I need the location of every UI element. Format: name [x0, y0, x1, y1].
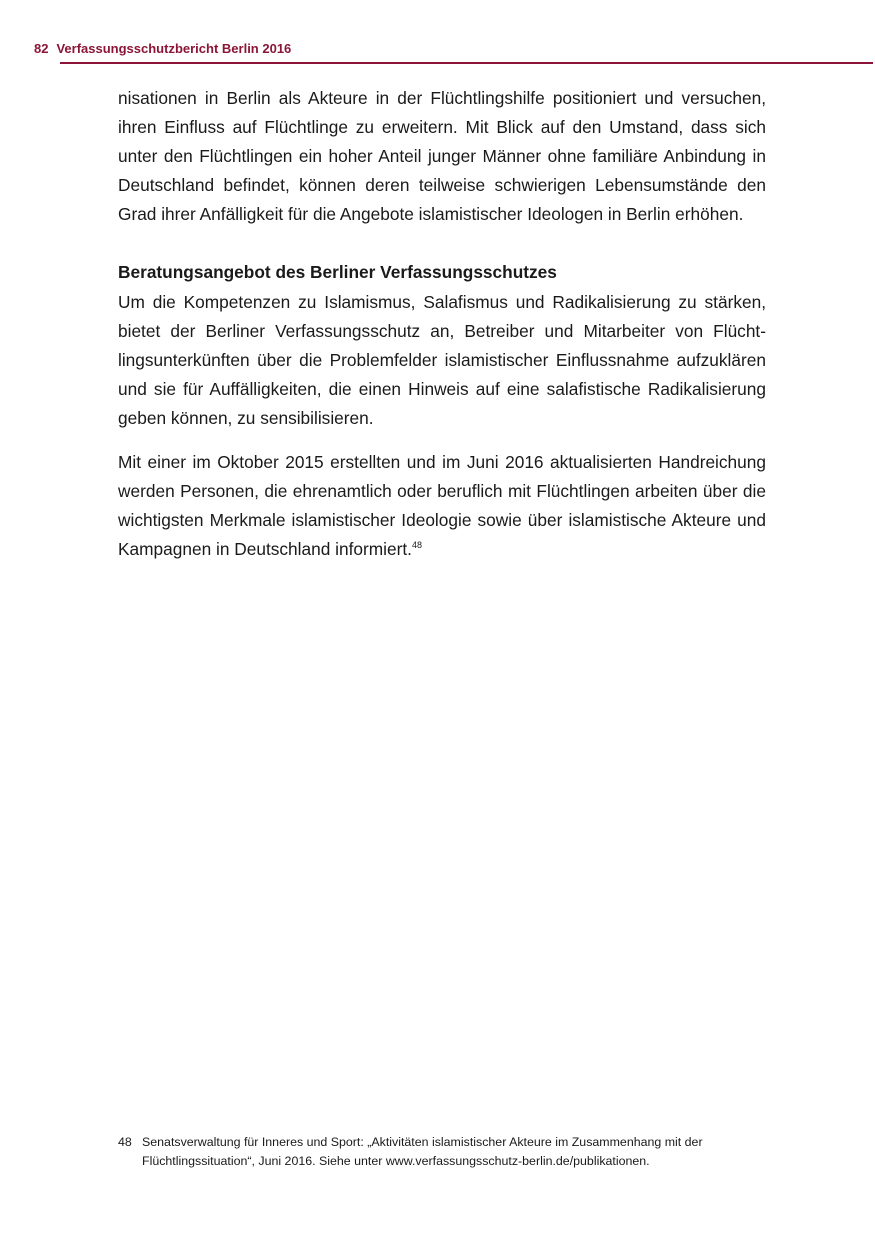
paragraph-2: Um die Kompetenzen zu Islamismus, Salafismus und Radikalisierung zu stärken, bietet der Berliner Verfassungsschutz an, Betreiber und Mitarbeiter von Flüchtlingsunterkünften über die Problemfelder islamistischer Einflussnahme aufzuklären und sie für Auffälligkeiten, die einen Hinweis auf eine salafistische Radikalisierung geben können, zu sensibilisieren. [118, 291, 766, 428]
section-heading: Beratungsangebot des Berliner Verfassungsschutzes [118, 262, 557, 283]
header-text [34, 40, 291, 58]
paragraph-3-text: Mit einer im Oktober 2015 erstellten und im Juni 2016 aktualisierten Handreichung werden Personen, die ehrenamtlich oder beruflich mit Flüchtlingen arbeiten über die wichtigsten Merkmale islamistischer Ideologie sowie über islamistische Akteure und Kampagnen in Deutschland informiert. [118, 452, 766, 560]
main-text [118, 84, 766, 564]
footnote-number: 48 [118, 1135, 132, 1149]
paragraph-1: nisationen in Berlin als Akteure in der Flüchtlingshilfe positioniert und versuchen, ihren Einfluss auf Flüchtlinge zu erweitern. Mit Blick auf den Umstand, dass sich unter den Flüchtlingen ein hoher Anteil junger Männer ohne familiäre Anbindung in Deutschland befindet, können deren teilweise schwierigen Lebensumstände den Grad ihrer Anfälligkeit für die Angebote islamistischer Ideologen in Berlin erhöhen. [118, 88, 766, 225]
page-number: 82 [34, 41, 49, 56]
spacer [118, 229, 766, 258]
running-header [34, 40, 873, 64]
spacer [118, 433, 766, 448]
footnote-text: Senatsverwaltung für Inneres und Sport: „Aktivitäten islamistischer Akteure im Zusammenhang mit der Flüchtlingssituation“, Juni 2016. Siehe unter www.verfassungsschutz-berlin.de/publikationen. [142, 1135, 703, 1168]
running-title: Verfassungsschutzbericht Berlin 2016 [56, 41, 292, 56]
footnote [118, 1133, 778, 1171]
footnote-reference[interactable]: 48 [411, 540, 422, 551]
paragraph-3 [118, 448, 766, 564]
header-rule [60, 62, 873, 64]
